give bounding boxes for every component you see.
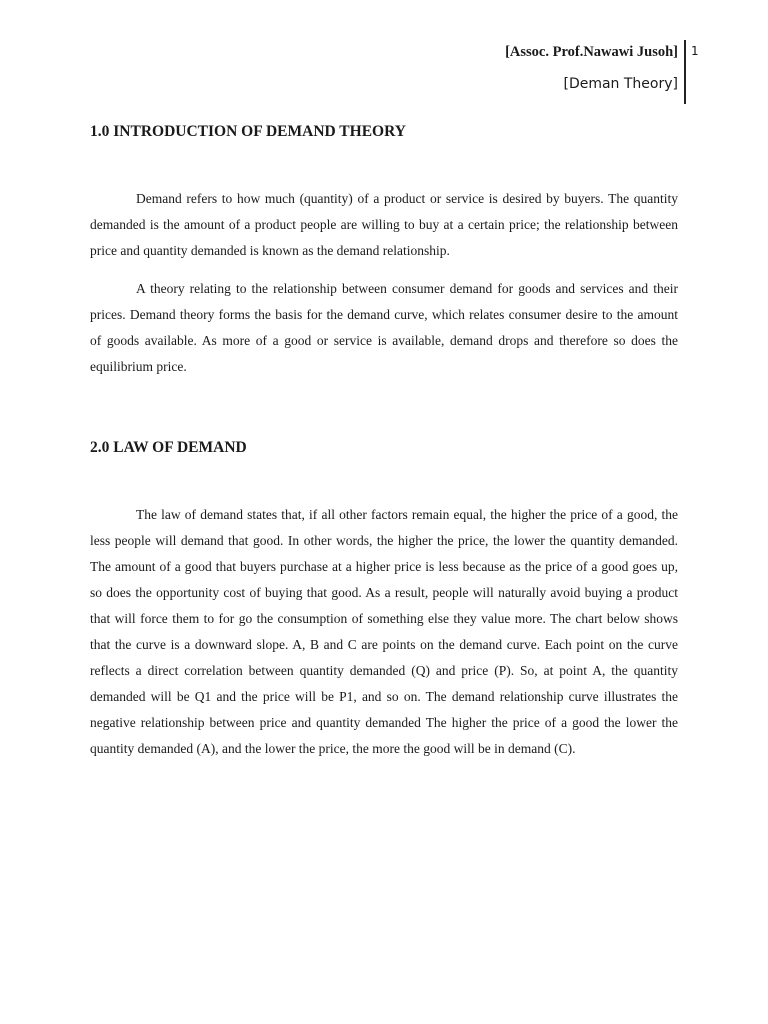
paragraph: A theory relating to the relationship between consumer demand for goods and services and their prices. Demand theory forms the basis for the demand curve, which relates consumer desire to the amount of goods available. As more of a good or service is available, demand drops and therefore so does the equilibrium price. [90, 281, 678, 374]
section-heading-law-of-demand: 2.0 LAW OF DEMAND [90, 439, 247, 456]
header-subtitle: [Deman Theory] [563, 76, 678, 92]
header-author: [Assoc. Prof.Nawawi Jusoh] [505, 44, 678, 60]
page-number: 1 [691, 44, 699, 58]
section-heading-introduction: 1.0 INTRODUCTION OF DEMAND THEORY [90, 123, 406, 140]
paragraph: Demand refers to how much (quantity) of a product or service is desired by buyers. The quantity demanded is the amount of a product people are willing to buy at a certain price; the relationship between price and quantity demanded is known as the demand relationship. [90, 191, 678, 258]
paragraph: The law of demand states that, if all other factors remain equal, the higher the price of a good, the less people will demand that good. In other words, the higher the price, the lower the quantity demanded. The amount of a good that buyers purchase at a higher price is less because as the price of a good goes up, so does the opportunity cost of buying that good. As a result, people will naturally avoid buying a product that will force them to for go the consumption of something else they value more. The chart below shows that the curve is a downward slope. A, B and C are points on the demand curve. Each point on the curve reflects a direct correlation between quantity demanded (Q) and price (P). So, at point A, the quantity demanded will be Q1 and the price will be P1, and so on. The demand relationship curve illustrates the negative relationship between price and quantity demanded The higher the price of a good the lower the quantity demanded (A), and the lower the price, the more the good will be in demand (C). [90, 507, 678, 756]
document-body [90, 120, 678, 762]
page-header [505, 42, 678, 94]
header-divider [684, 40, 686, 104]
